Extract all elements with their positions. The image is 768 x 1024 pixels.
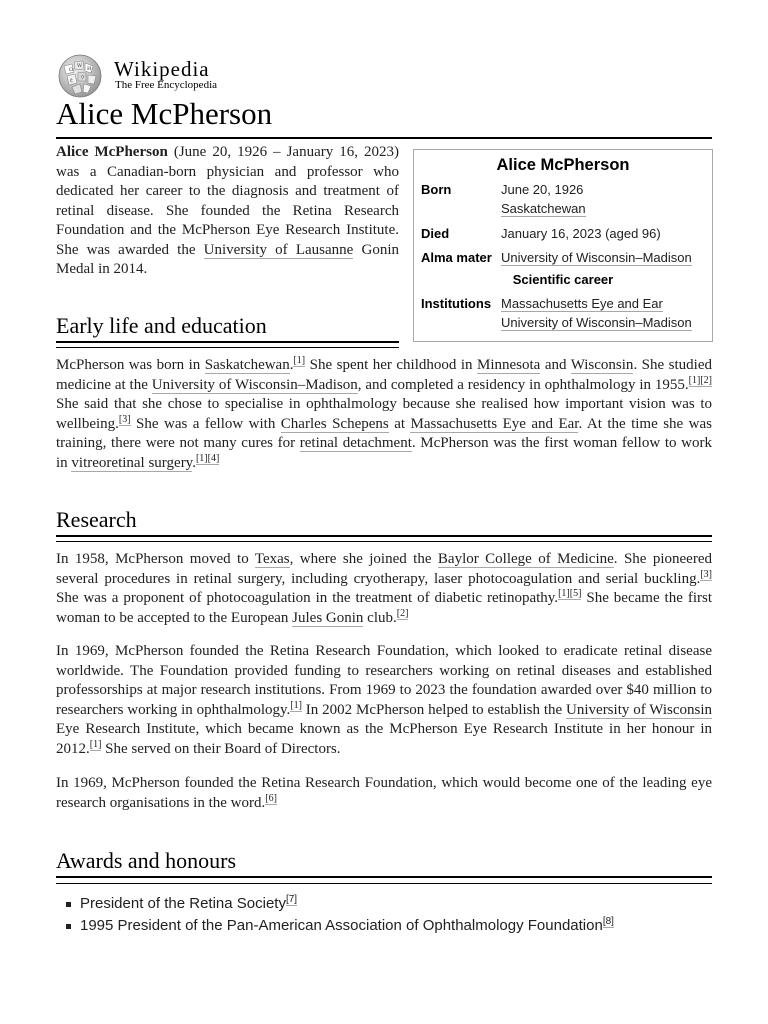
infobox-died-value: January 16, 2023 (aged 96): [501, 226, 661, 241]
link-uw-madison-alma[interactable]: University of Wisconsin–Madison: [501, 250, 692, 265]
ref-3[interactable]: [3]: [700, 568, 712, 580]
intro-text-end: Gonin Medal in 2014.: [56, 241, 400, 277]
svg-text:ع: ع: [70, 77, 73, 83]
early-life-paragraph: McPherson was born in Saskatchewan.[1] She spent her childhood in Minnesota and Wisconsin. She studied medicine at the University of Wisconsin–Madison, and completed a residency in ophthalmology in 1955.[1][2] She said that she chose to specialise in ophthalmology because she realised how important vision was to wellbeing.[3] She was a fellow with Charles Schepens at Massachusetts Eye and Ear. At the time she was training, there were not many cures for retinal detachment. McPherson was the first woman fellow to work in vitreoretinal surgery.[1][4]: [56, 355, 712, 471]
infobox-title: Alice McPherson: [496, 156, 630, 174]
heading-awards: Awards and honours: [56, 848, 237, 873]
link-charles-schepens[interactable]: Charles Schepens: [280, 415, 389, 432]
infobox-born-label: Born: [421, 182, 452, 197]
ref-4[interactable]: [4]: [207, 452, 220, 464]
research-paragraph-3: In 1969, McPherson founded the Retina Research Foundation, which would become one of the leading eye research organisations in the word.[6]: [56, 775, 712, 811]
infobox-died-label: Died: [421, 226, 450, 241]
ref-1[interactable]: [1]: [195, 452, 208, 464]
link-baylor-college[interactable]: Baylor College of Medicine: [437, 551, 614, 567]
intro-text: (June 20, 1926 – January 16, 2023) was a Canadian-born physician and professor who dedicated her career to the diagnosis and treatment of retinal disease. She founded the Retina Research Foundation and the McPherson Eye Research Institute. She was awarded the: [56, 144, 399, 258]
link-uw-madison-infobox[interactable]: University of Wisconsin–Madison: [501, 315, 692, 330]
ref-6[interactable]: [6]: [265, 792, 277, 804]
ref-7[interactable]: [7]: [285, 894, 298, 905]
link-saskatchewan[interactable]: Saskatchewan: [204, 357, 290, 373]
infobox-born-date: June 20, 1926: [501, 182, 584, 197]
link-texas[interactable]: Texas: [254, 551, 290, 567]
link-wisconsin[interactable]: Wisconsin: [570, 357, 634, 373]
award-text: President of the Retina Society: [80, 895, 286, 912]
page-title: Alice McPherson: [56, 96, 273, 131]
link-saskatchewan-infobox[interactable]: Saskatchewan: [501, 201, 586, 216]
heading-rule-thin: [56, 541, 712, 542]
link-retinal-detachment[interactable]: retinal detachment: [299, 435, 412, 451]
ref-1[interactable]: [1]: [293, 355, 306, 366]
ref-2[interactable]: [2]: [396, 607, 409, 619]
infobox-institutions-value: [501, 294, 692, 332]
infobox-born-value: [501, 180, 586, 218]
research-paragraph-1: In 1958, McPherson moved to Texas, where she joined the Baylor College of Medicine. She pioneered several procedures in retinal surgery, including cryotherapy, laser photocoagulation and serial buckling.[3] She was a proponent of photocoagulation in the treatment of diabetic retinopathy.[1][5] She became the first woman to be accepted to the European Jules Gonin club.[2]: [56, 551, 712, 626]
link-university-of-lausanne[interactable]: University of Lausanne: [203, 241, 354, 258]
award-text: 1995 President of the Pan-American Association of Ophthalmology Foundation: [80, 917, 603, 934]
svg-text:И: И: [87, 66, 92, 72]
link-minnesota[interactable]: Minnesota: [477, 357, 541, 373]
research-paragraph-2: In 1969, McPherson founded the Retina Research Foundation, which looked to eradicate retinal disease worldwide. The Foundation provided funding to researchers working on retinal diseases and established professorships at major research institutions. From 1969 to 2023 the foundation awarded over $40 million to researchers working in ophthalmology.[1] In 2002 McPherson helped to establish the University of Wisconsin Eye Research Institute, which became known as the McPherson Eye Research Institute in her honour in 2012.[1] She served on their Board of Directors.: [56, 643, 713, 757]
wikipedia-globe-logo-icon: [56, 54, 104, 98]
intro-paragraph: [56, 143, 399, 280]
bullet-icon: [66, 924, 71, 929]
infobox-institutions-label: Institutions: [421, 296, 492, 311]
link-massachusetts-eye-and-ear[interactable]: Massachusetts Eye and Ear: [410, 415, 579, 432]
ref-1[interactable]: [1]: [558, 588, 570, 599]
heading-rule: [56, 876, 712, 878]
list-item: [60, 893, 614, 915]
intro-bold-name: Alice McPherson: [56, 144, 168, 160]
tagline: The Free Encyclopedia: [115, 79, 218, 91]
ref-2[interactable]: [2]: [700, 374, 712, 386]
ref-8[interactable]: [8]: [602, 916, 614, 927]
heading-rule: [56, 341, 399, 343]
infobox-alma-label: Alma mater: [421, 250, 492, 265]
svg-text:W: W: [77, 63, 83, 69]
link-uw-madison[interactable]: University of Wisconsin–Madison: [151, 376, 358, 393]
wordmark: Wikipedia: [114, 57, 210, 81]
ref-1[interactable]: [1]: [290, 699, 302, 711]
svg-text:ウ: ウ: [80, 75, 86, 81]
list-item: [60, 915, 614, 937]
link-jules-gonin[interactable]: Jules Gonin: [292, 609, 364, 626]
ref-3[interactable]: [3]: [118, 413, 131, 425]
link-vitreoretinal-surgery[interactable]: vitreoretinal surgery: [71, 454, 193, 471]
ref-1[interactable]: [1]: [688, 374, 701, 386]
link-mass-eye-ear-infobox[interactable]: Massachusetts Eye and Ear: [501, 296, 663, 311]
infobox-section-heading: Scientific career: [512, 272, 614, 287]
ref-5[interactable]: [5]: [569, 588, 582, 599]
title-underline: [56, 137, 712, 139]
heading-rule-thin: [56, 883, 712, 884]
heading-research: Research: [56, 507, 137, 532]
link-university-of-wisconsin[interactable]: University of Wisconsin: [566, 701, 713, 718]
infobox: [413, 149, 713, 342]
heading-rule-thin: [56, 347, 399, 348]
heading-rule: [56, 535, 712, 537]
svg-text:Ω: Ω: [69, 67, 74, 73]
ref-1[interactable]: [1]: [89, 738, 102, 750]
awards-list: [60, 893, 614, 937]
site-header[interactable]: [56, 54, 356, 98]
heading-early-life: Early life and education: [56, 313, 267, 338]
bullet-icon: [66, 902, 71, 907]
